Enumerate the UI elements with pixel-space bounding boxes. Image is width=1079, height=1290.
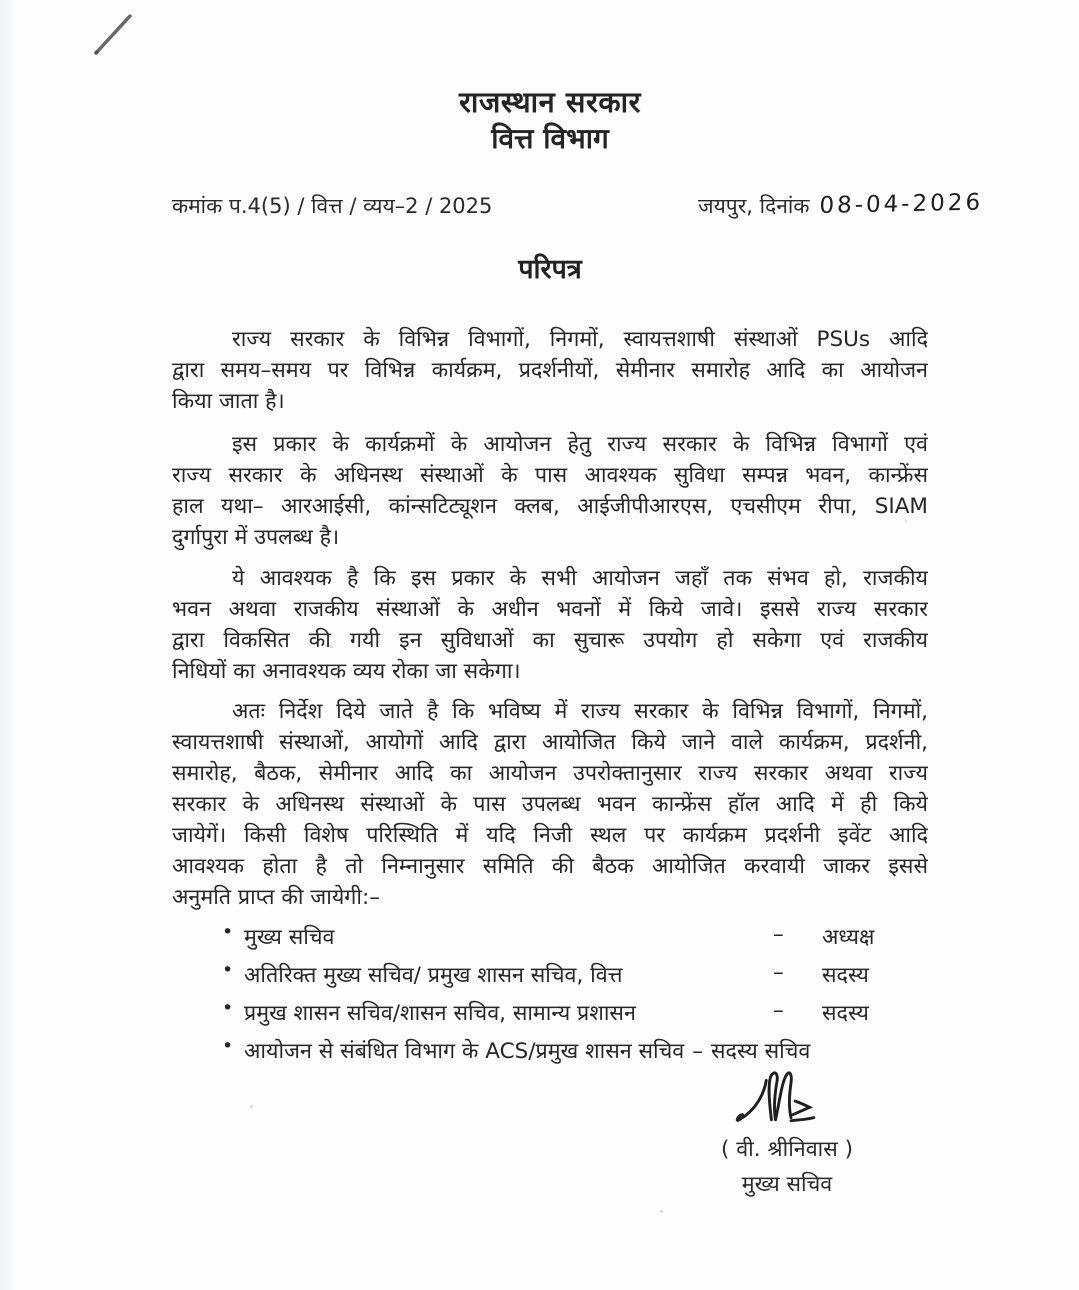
paragraph-line: द्वारा विकसित की गयी इन सुविधाओं का सुचारू उपयोग हो सकेगा एवं राजकीय: [172, 628, 928, 653]
reference-number: कमांक प.4(5) / वित्त / व्यय–2 / 2025: [172, 194, 493, 218]
dash-separator: –: [773, 998, 784, 1023]
committee-member: आयोजन से संबंधित विभाग के ACS/प्रमुख शासन सचिव: [244, 1039, 685, 1064]
paragraph-line: दुर्गापुरा में उपलब्ध है।: [172, 525, 340, 550]
government-name: राजस्थान सरकार: [459, 85, 641, 119]
committee-member: प्रमुख शासन सचिव/शासन सचिव, सामान्य प्रशासन: [244, 1001, 636, 1026]
bullet-icon: •: [222, 997, 234, 1019]
bullet-icon: •: [222, 1035, 234, 1057]
document-title: परिपत्र: [518, 254, 582, 285]
paragraph-line: अतः निर्देश दिये जाते है कि भविष्य में राज्य सरकार के विभिन्न विभागों, निगमों,: [232, 699, 928, 724]
paragraph-line: भवन अथवा राजकीय संस्थाओं के अधीन भवनों में किये जावे। इससे राज्य सरकार: [172, 597, 928, 622]
dash-separator: –: [773, 960, 784, 985]
paragraph-line: स्वायत्तशाषी संस्थाओं, आयोगों आदि द्वारा आयोजित किये जाने वाले कार्यक्रम, प्रदर्शनी,: [172, 730, 928, 755]
committee-row: [172, 998, 928, 1032]
document-content: [172, 0, 984, 1290]
paragraph-line: सरकार के अधिनस्थ संस्थाओं के पास उपलब्ध भवन कान्फ्रेंस हॉल आदि में ही किये: [172, 792, 928, 817]
dash-separator: –: [773, 922, 784, 947]
reference-row: [172, 189, 984, 232]
paragraph-line: निधियों का अनावश्यक व्यय रोका जा सकेगा।: [172, 659, 521, 684]
paragraph-line: समारोह, बैठक, सेमीनार आदि का आयोजन उपरोक्तानुसार राज्य सरकार अथवा राज्य: [172, 761, 928, 786]
scan-edge-strip: [0, 0, 15, 1290]
paragraph-line: अनुमति प्राप्त की जायेगी:–: [172, 885, 380, 910]
signatory-designation: मुख्य सचिव: [741, 1172, 833, 1197]
paragraph-line: इस प्रकार के कार्यक्रमों के आयोजन हेतु राज्य सरकार के विभिन्न विभागों एवं: [232, 432, 928, 457]
paragraph-line: आवश्यक होता है तो निम्नानुसार समिति की बैठक आयोजित करवायी जाकर इससे: [172, 854, 928, 879]
place-date-label: जयपुर, दिनांक: [698, 194, 810, 218]
bullet-icon: •: [222, 959, 234, 981]
committee-member: मुख्य सचिव: [244, 925, 335, 950]
paragraph-line: राज्य सरकार के अधिनस्थ संस्थाओं के पास आवश्यक सुविधा सम्पन्न भवन, कान्फ्रेंस: [172, 463, 928, 488]
paragraph-line: द्वारा समय–समय पर विभिन्न कार्यक्रम, प्रदर्शनीयों, सेमीनार समारोह आदि का आयोजन: [172, 358, 928, 383]
place-date: [698, 189, 984, 220]
committee-role: सदस्य सचिव: [710, 1039, 811, 1064]
signatory-name: ( वी. श्रीनिवास ): [721, 1137, 853, 1162]
paragraph-line: किया जाता है।: [172, 389, 285, 414]
committee-member: अतिरिक्त मुख्य सचिव/ प्रमुख शासन सचिव, वित्त: [244, 963, 623, 988]
committee-row: [172, 922, 928, 956]
paragraph-line: राज्य सरकार के विभिन्न विभागों, निगमों, स्वायत्तशाषी संस्थाओं PSUs आदि: [232, 327, 928, 352]
handwritten-date: 08-04-2026: [819, 189, 984, 219]
bullet-icon: •: [222, 921, 234, 943]
committee-member-inline: [244, 1036, 810, 1065]
committee-row: [172, 1036, 928, 1070]
signature-block: [692, 1066, 882, 1198]
committee-row: [172, 960, 928, 994]
paragraph-line: जायेगें। किसी विशेष परिस्थिति में यदि निजी स्थल पर कार्यक्रम प्रदर्शनी इवेंट आदि: [172, 823, 928, 848]
paragraph-line: ये आवश्यक है कि इस प्रकार के सभी आयोजन जहाँ तक संभव हो, राजकीय: [232, 566, 928, 591]
committee-role: अध्यक्ष: [822, 925, 875, 950]
committee-role: सदस्य: [822, 963, 869, 988]
committee-role: सदस्य: [822, 1001, 869, 1026]
signature-scribble: [724, 1066, 824, 1130]
department-name: वित्त विभाग: [491, 122, 609, 155]
dash-separator: –: [692, 1039, 703, 1064]
paragraph-line: हाल यथा– आरआईसी, कांन्सटिट्यूशन क्लब, आईजीपीआरएस, एचसीएम रीपा, SIAM: [172, 494, 928, 519]
pen-mark-stroke: [90, 12, 136, 58]
